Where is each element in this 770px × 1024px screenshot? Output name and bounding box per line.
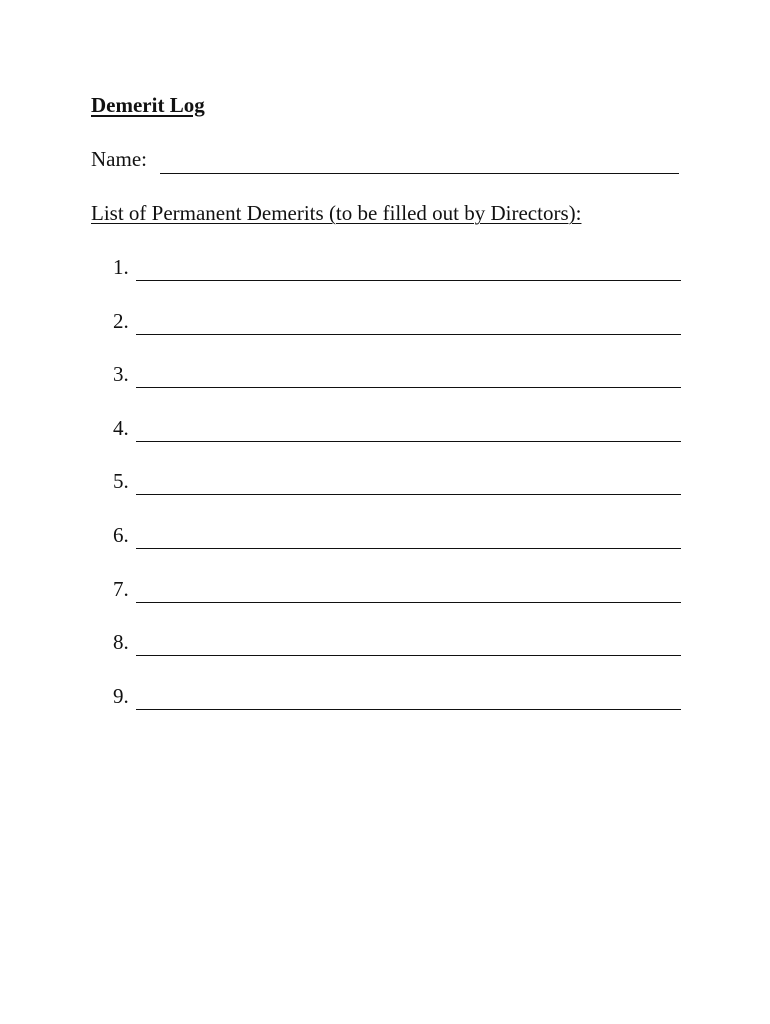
demerit-list-item	[91, 362, 691, 416]
document-title: Demerit Log	[91, 93, 205, 117]
name-row	[91, 147, 681, 177]
item-number: 9.	[113, 683, 129, 708]
demerit-blank-line[interactable]	[136, 709, 681, 710]
demerit-list	[91, 255, 691, 737]
item-number: 6.	[113, 522, 129, 547]
name-label: Name:	[91, 147, 147, 171]
demerit-blank-line[interactable]	[136, 494, 681, 495]
demerits-section-heading: List of Permanent Demerits (to be filled out by Directors):	[91, 201, 582, 225]
demerit-blank-line[interactable]	[136, 602, 681, 603]
name-blank-line[interactable]	[160, 173, 679, 174]
item-number: 3.	[113, 362, 129, 387]
item-number: 1.	[113, 255, 129, 279]
item-number: 5.	[113, 469, 129, 494]
item-number: 4.	[113, 415, 129, 440]
demerit-list-item	[91, 416, 691, 470]
demerit-blank-line[interactable]	[136, 548, 681, 549]
demerit-list-item	[91, 630, 691, 684]
demerit-list-item	[91, 684, 691, 738]
item-number: 7.	[113, 576, 129, 601]
demerit-list-item	[91, 577, 691, 631]
demerit-blank-line[interactable]	[136, 441, 681, 442]
demerit-list-item	[91, 255, 691, 309]
demerit-list-item	[91, 469, 691, 523]
demerit-list-item	[91, 309, 691, 363]
demerit-blank-line[interactable]	[136, 280, 681, 281]
demerit-blank-line[interactable]	[136, 334, 681, 335]
demerit-list-item	[91, 523, 691, 577]
demerit-blank-line[interactable]	[136, 387, 681, 388]
item-number: 2.	[113, 308, 129, 333]
demerit-blank-line[interactable]	[136, 655, 681, 656]
item-number: 8.	[113, 630, 129, 655]
